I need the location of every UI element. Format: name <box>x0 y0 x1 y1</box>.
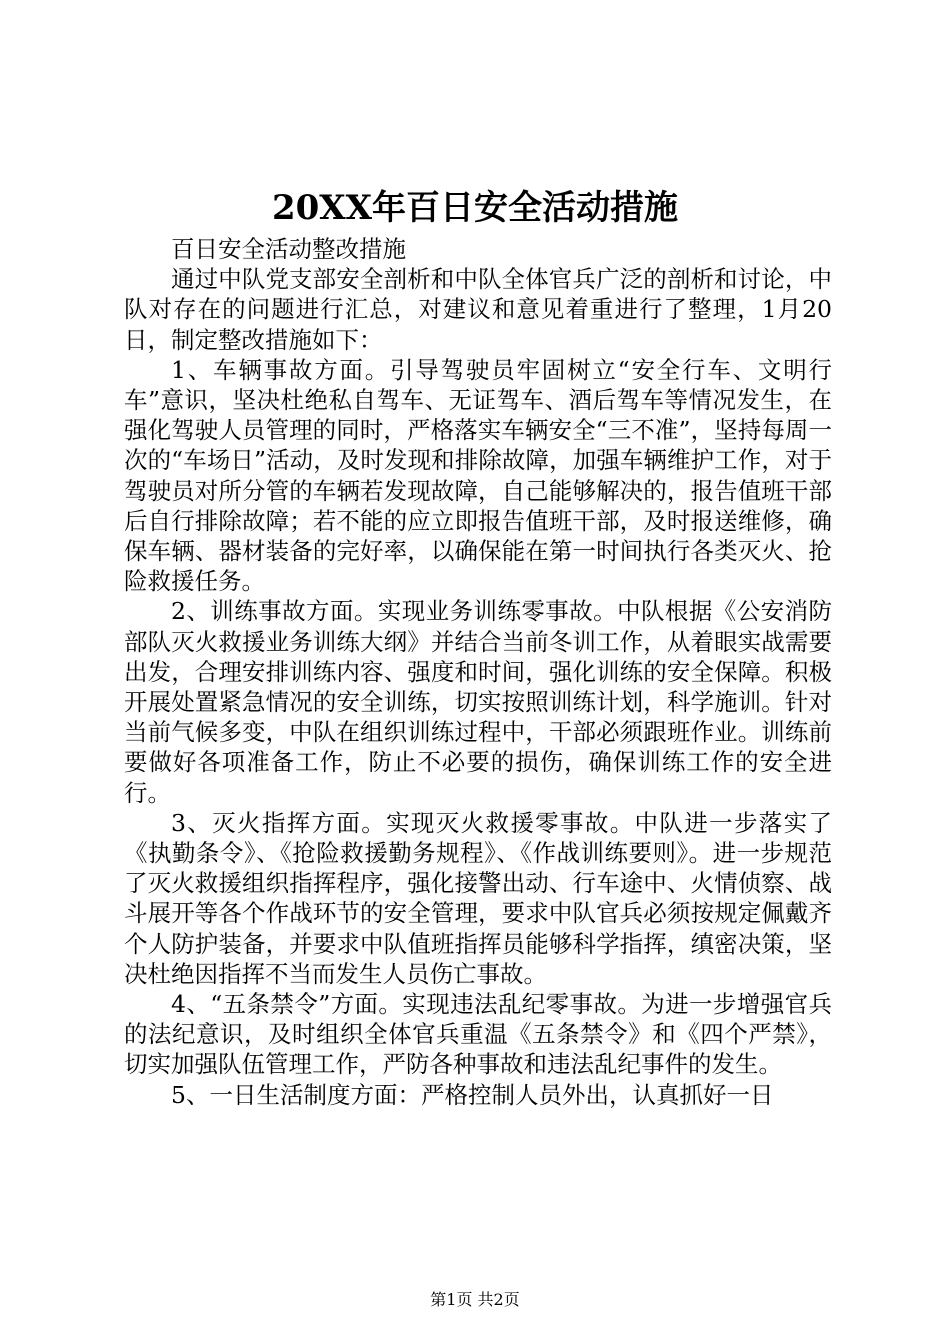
page-number-footer: 第1页 共2页 <box>430 1290 520 1309</box>
document-title: 20XX年百日安全活动措施 <box>271 188 679 228</box>
vehicle-accident-paragraph: 1、车辆事故方面。引导驾驶员牢固树立“安全行车、文明行车”意识，坚决杜绝私自驾车、无证驾车、酒后驾车等情况发生，在强化驾驶人员管理的同时，严格落实车辆安全“三不准”，坚持每周一次的“车场日”活动，及时发现和排除故障，加强车辆维护工作，对于驾驶员对所分管的车辆若发现故障，自己能够解决的，报告值班干部后自行排除故障；若不能的应立即报告值班干部，及时报送维修，确保车辆、器材装备的完好率，以确保能在第一时间执行各类灭火、抢险救援任务。 <box>124 355 832 596</box>
training-accident-paragraph: 2、训练事故方面。实现业务训练零事故。中队根据《公安消防部队灭火救援业务训练大纲》并结合当前冬训工作，从着眼实战需要出发，合理安排训练内容、强度和时间，强化训练的安全保障。积极开展处置紧急情况的安全训练，切实按照训练计划，科学施训。针对当前气候多变，中队在组织训练过程中，干部必须跟班作业。训练前要做好各项准备工作，防止不必要的损伤，确保训练工作的安全进行。 <box>124 597 832 807</box>
five-prohibitions-paragraph: 4、“五条禁令”方面。实现违法乱纪零事故。为进一步增强官兵的法纪意识，及时组织全体官兵重温《五条禁令》和《四个严禁》，切实加强队伍管理工作，严防各种事故和违法乱纪事件的发生。 <box>124 990 832 1079</box>
subtitle-paragraph: 百日安全活动整改措施 <box>171 235 406 263</box>
daily-life-paragraph: 5、一日生活制度方面：严格控制人员外出，认真抓好一日 <box>171 1080 774 1109</box>
intro-paragraph: 通过中队党支部安全剖析和中队全体官兵广泛的剖析和讨论，中队对存在的问题进行汇总，对建议和意见着重进行了整理，1月20日，制定整改措施如下： <box>124 265 832 354</box>
document-body <box>124 234 832 1110</box>
fire-command-paragraph: 3、灭火指挥方面。实现灭火救援零事故。中队进一步落实了《执勤条令》、《抢险救援勤务规程》、《作战训练要则》。进一步规范了灭火救援组织指挥程序，强化接警出动、行车途中、火情侦察、战斗展开等各个作战环节的安全管理，要求中队官兵必须按规定佩戴齐个人防护装备，并要求中队值班指挥员能够科学指挥，缜密决策，坚决杜绝因指挥不当而发生人员伤亡事故。 <box>124 808 832 988</box>
